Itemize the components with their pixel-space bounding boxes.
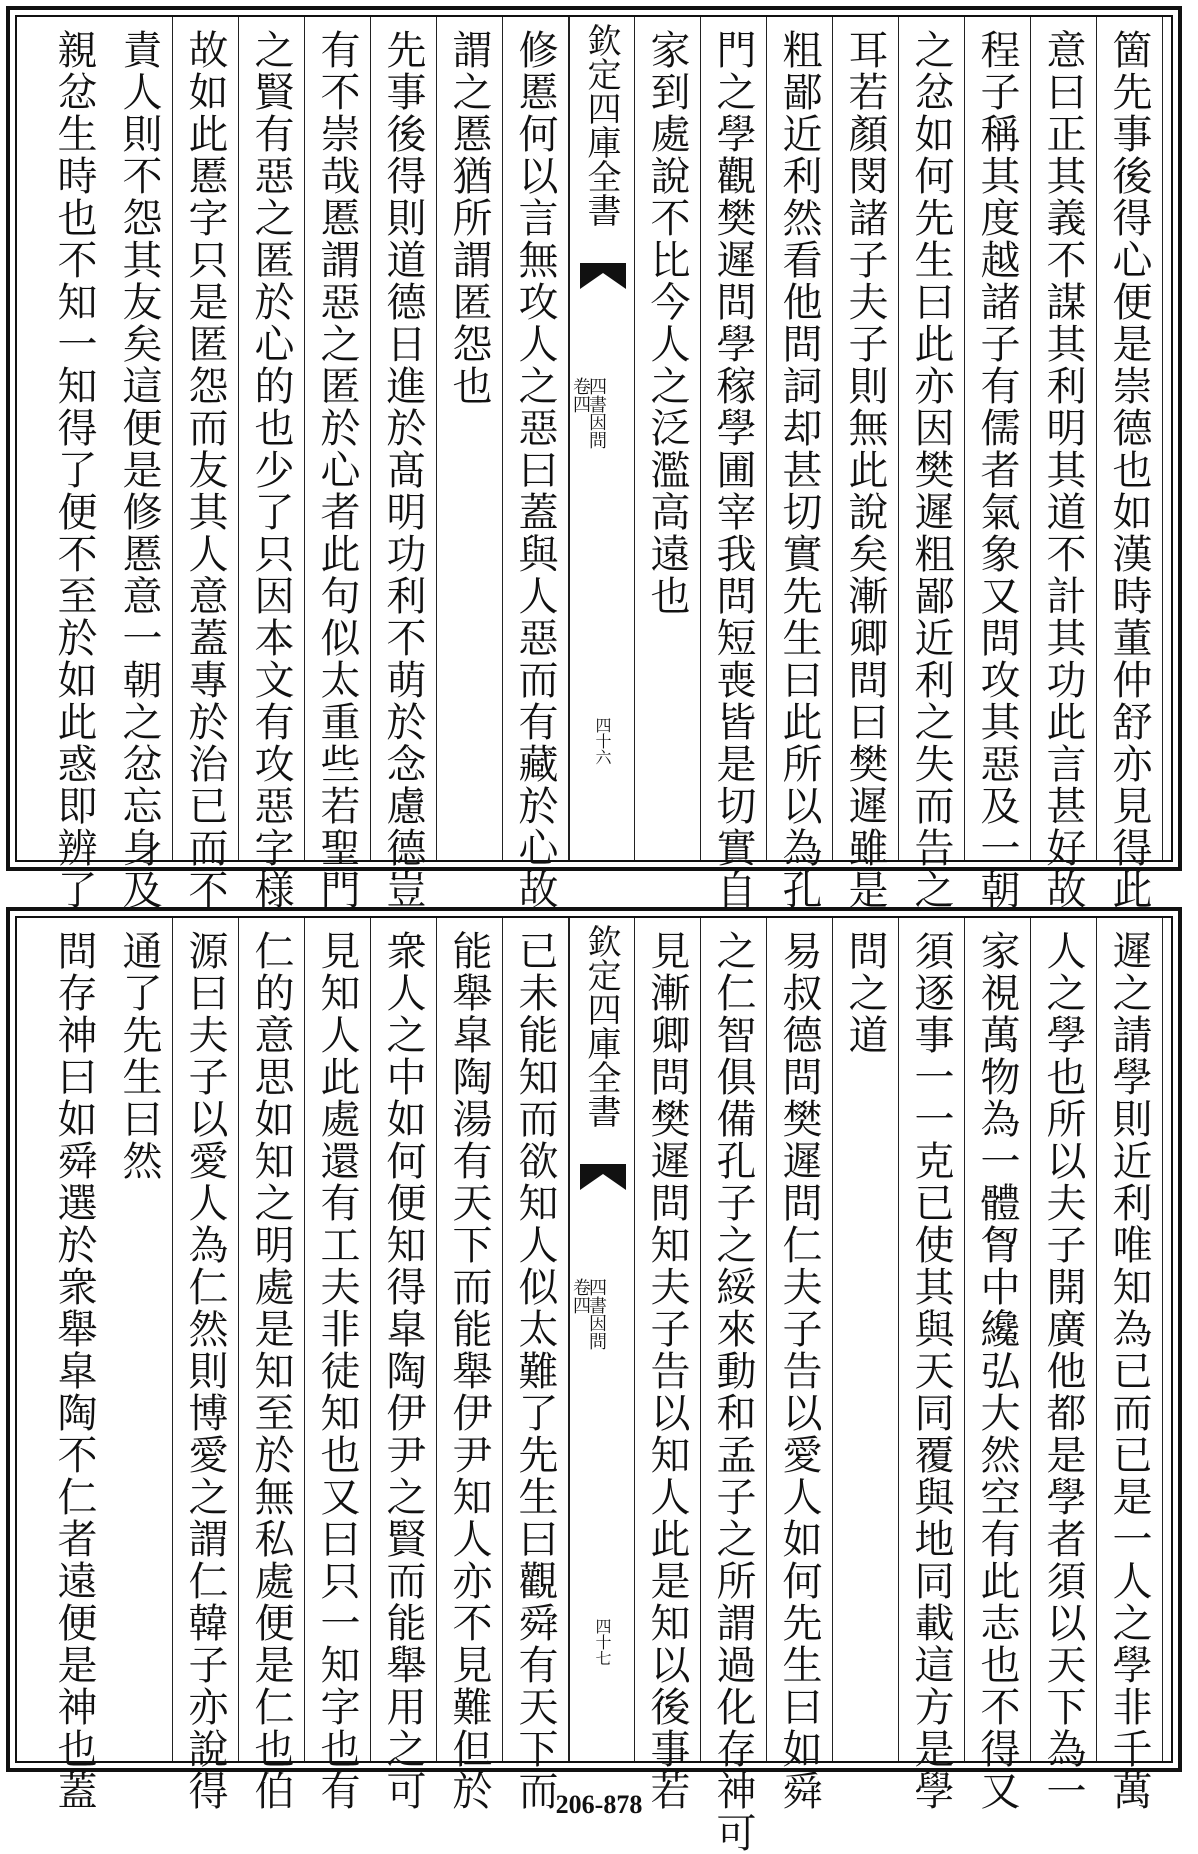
text-column: [371, 17, 437, 911]
text-column: [437, 918, 503, 1812]
column-text: 門之學觀樊遲問學稼學圃宰我問短喪皆是切實自: [710, 29, 756, 911]
text-column: [371, 918, 437, 1812]
top-page-frame: [15, 15, 1173, 911]
text-column: [965, 918, 1031, 1812]
text-column: [833, 17, 899, 911]
text-column: [1031, 918, 1097, 1812]
column-text: 故如此慝字只是匿怨而友其人意蓋專於治已而不: [182, 29, 228, 911]
column-text: 衆人之中如何便知得皐陶伊尹之賢而能舉用之可: [380, 930, 426, 1812]
column-text: 謂之慝猶所謂匿怨也: [446, 29, 492, 407]
column-text: 已未能知而欲知人似太難了先生曰觀舜有天下而: [512, 930, 558, 1812]
text-column: [701, 918, 767, 1854]
text-column: [1097, 17, 1163, 911]
column-text: 人之學也所以夫子開廣他都是學者須以天下為一: [1040, 930, 1086, 1812]
text-column: [107, 17, 173, 911]
text-column: [503, 918, 569, 1812]
column-text: 責人則不怨其友矣這便是修慝意一朝之忿忘身及: [116, 29, 162, 911]
page-footer-number: 206-878: [555, 1790, 643, 1819]
text-column: [437, 17, 503, 860]
column-text: 遲之請學則近利唯知為已而已是一人之學非千萬: [1106, 930, 1152, 1812]
column-text: 耳若顏閔諸子夫子則無此說矣漸卿問曰樊遲雖是: [842, 29, 888, 911]
top-page: [6, 6, 1182, 911]
column-text: 之賢有惡之匿於心的也少了只因本文有攻惡字様: [248, 29, 294, 911]
text-column: [1097, 918, 1163, 1812]
center-margin: [569, 918, 635, 1761]
collection-title: 欽定四庫全書: [581, 23, 621, 227]
volume-label: 卷四: [570, 1278, 591, 1314]
column-text: 問之道: [842, 930, 888, 1056]
column-text: 仁的意思如知之明處是知至於無私處便是仁也伯: [248, 930, 294, 1812]
column-text: 家視萬物為一體胷中纔弘大然空有此志也不得又: [974, 930, 1020, 1812]
volume-label: 卷四: [570, 377, 591, 413]
column-text: 源曰夫子以愛人為仁然則博愛之謂仁韓子亦說得: [182, 930, 228, 1812]
text-column: [899, 918, 965, 1812]
column-text: 家到處說不比今人之泛濫高遠也: [644, 29, 690, 617]
leaf-number: 四十六: [593, 717, 612, 765]
text-column: [41, 17, 107, 911]
text-column: [503, 17, 569, 911]
text-column: [173, 918, 239, 1812]
column-text: 程子稱其度越諸子有儒者氣象又問攻其惡及一朝: [974, 29, 1020, 911]
column-text: 須逐事一一克已使其與天同覆與地同載這方是學: [908, 930, 954, 1812]
text-column: [635, 918, 701, 1812]
book-title: 四書因問: [586, 1278, 607, 1350]
text-column: [833, 918, 899, 1761]
column-text: 見知人此處還有工夫非徒知也又曰只一知字也有: [314, 930, 360, 1812]
text-column: [965, 17, 1031, 911]
fishtail-mark-icon: [580, 1164, 626, 1190]
book-title: 四書因問: [586, 377, 607, 449]
column-text: 箇先事後得心便是崇德也如漢時董仲舒亦見得此: [1106, 29, 1152, 911]
column-text: 問存神曰如舜選於衆舉皐陶不仁者遠便是神也蓋: [51, 930, 97, 1812]
column-text: 之仁智俱備孔子之綏來動和孟子之所謂過化存神可: [710, 930, 756, 1854]
column-text: 修慝何以言無攻人之惡曰蓋與人惡而有藏於心故: [512, 29, 558, 911]
center-margin: [569, 17, 635, 860]
text-column: [635, 17, 701, 860]
column-text: 先事後得則道德日進於髙明功利不萌於念慮德豈: [380, 29, 426, 911]
collection-title: 欽定四庫全書: [581, 924, 621, 1128]
column-text: 之忿如何先生曰此亦因樊遲粗鄙近利之失而告之: [908, 29, 954, 911]
text-column: [701, 17, 767, 911]
text-column: [41, 918, 107, 1812]
column-text: 能舉皐陶湯有天下而能舉伊尹知人亦不見難但於: [446, 930, 492, 1812]
text-column: [767, 918, 833, 1812]
column-text: 粗鄙近利然看他問詞却甚切實先生曰此所以為孔: [776, 29, 822, 911]
fishtail-mark-icon: [580, 263, 626, 289]
text-column: [305, 17, 371, 911]
column-text: 見漸卿問樊遲問知夫子告以知人此是知以後事若: [644, 930, 690, 1812]
text-column: [1031, 17, 1097, 911]
text-column: [107, 918, 173, 1761]
text-column: [173, 17, 239, 911]
text-column: [239, 918, 305, 1812]
leaf-number: 四十七: [593, 1618, 612, 1666]
column-text: 意曰正其義不謀其利明其道不計其功此言甚好故: [1040, 29, 1086, 911]
column-text: 有不崇哉慝謂惡之匿於心者此句似太重些若聖門: [314, 29, 360, 911]
column-text: 易叔德問樊遲問仁夫子告以愛人如何先生曰如舜: [776, 930, 822, 1812]
text-column: [899, 17, 965, 911]
column-text: 通了先生曰然: [116, 930, 162, 1182]
text-column: [239, 17, 305, 911]
text-column: [305, 918, 371, 1812]
text-column: [767, 17, 833, 911]
column-text: 親忿生時也不知一知得了便不至於如此惑即辨了: [51, 29, 97, 911]
